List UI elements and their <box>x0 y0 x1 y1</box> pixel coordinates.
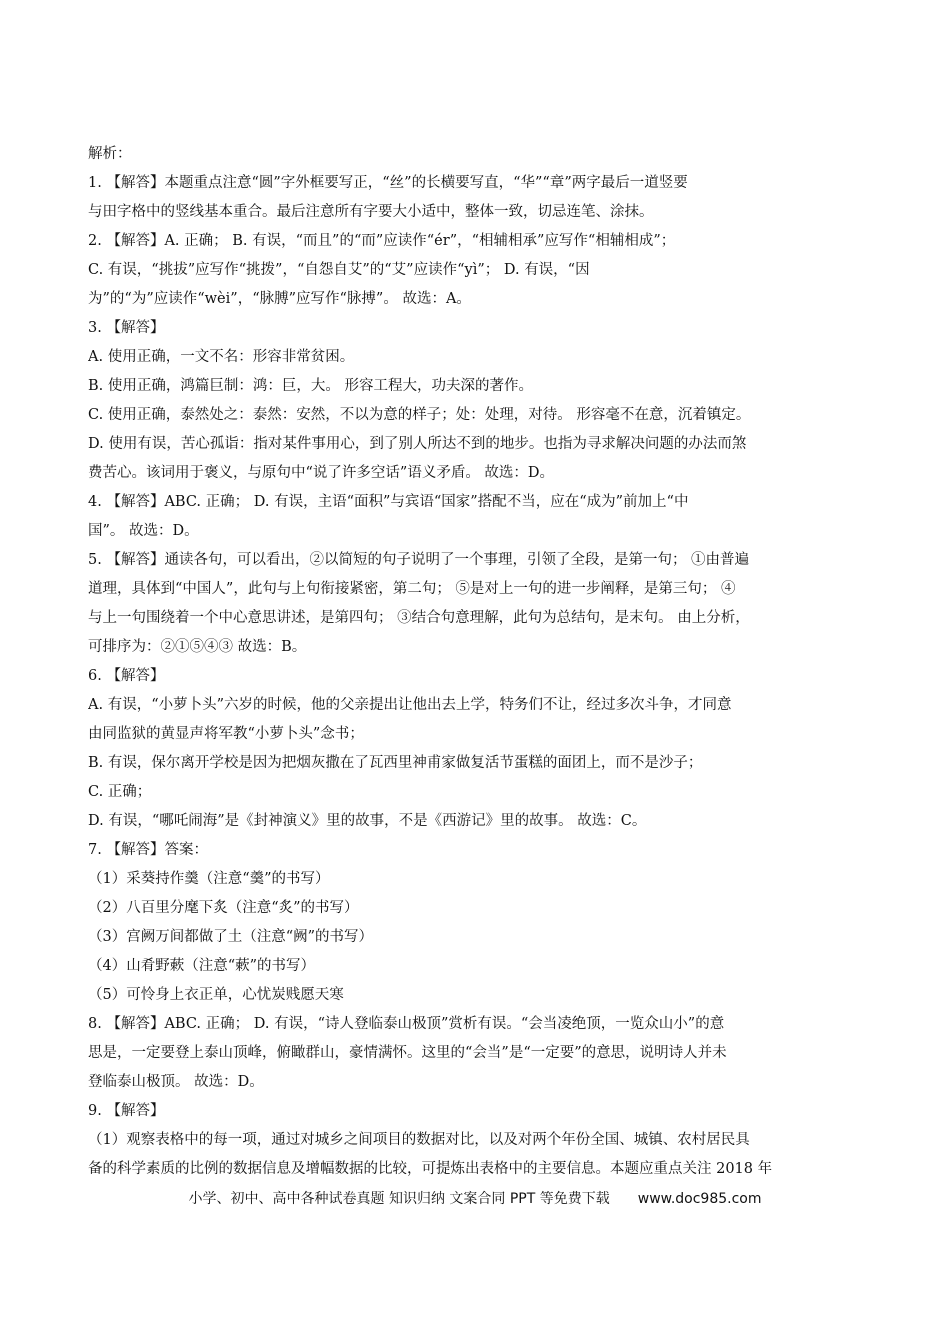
text-line: 道理，具体到“中国人”，此句与上句衔接紧密，第二句； ⑤是对上一句的进一步阐释，是第三句； ④ <box>88 581 736 597</box>
text-line: 由同监狱的黄显声将军教“小萝卜头”念书； <box>88 726 364 742</box>
text-line: 与田字格中的竖线基本重合。最后注意所有字要大小适中，整体一致，切忌连笔、涂抹。 <box>88 204 654 220</box>
text-line: 国”。 故选：D。 <box>88 523 199 539</box>
text-line: B. 使用正确，鸿篇巨制：鸿：巨，大。 形容工程大，功夫深的著作。 <box>88 378 533 394</box>
text-line: 9. 【解答】 <box>88 1103 165 1119</box>
text-line: （2）八百里分麾下炙（注意“炙”的书写） <box>88 900 359 916</box>
text-line: （3）宫阙万间都做了土（注意“阙”的书写） <box>88 929 374 945</box>
text-line: C. 正确； <box>88 784 152 800</box>
text-line: 5. 【解答】通读各句，可以看出，②以简短的句子说明了一个事理，引领了全段，是第一句； ①由普遍 <box>88 552 750 568</box>
text-line: C. 有误，“挑拔”应写作“挑拨”，“自怨自艾”的“艾”应读作“yì”； D. 有误，“因 <box>88 262 590 278</box>
text-line: 费苦心。该词用于褒义，与原句中“说了许多空话”语义矛盾。 故选：D。 <box>88 465 555 481</box>
text-line: B. 有误，保尔离开学校是因为把烟灰撒在了瓦西里神甫家做复活节蛋糕的面团上，而不是沙子； <box>88 755 703 771</box>
text-line: （5）可怜身上衣正单，心忧炭贱愿天寒 <box>88 987 344 1003</box>
text-line: A. 使用正确，一文不名：形容非常贫困。 <box>88 349 355 365</box>
text-line: 6. 【解答】 <box>88 668 165 684</box>
text-line: A. 有误，“小萝卜头”六岁的时候，他的父亲提出让他出去上学，特务们不让，经过多次斗争，才同意 <box>88 697 732 713</box>
text-line: 4. 【解答】ABC. 正确； D. 有误，主语“面积”与宾语“国家”搭配不当，应在“成为”前加上“中 <box>88 494 689 510</box>
text-line: 2. 【解答】A. 正确； B. 有误，“而且”的“而”应读作“ér”，“相辅相承”应写作“相辅相成”； <box>88 233 676 249</box>
text-line: D. 使用有误，苦心孤诣：指对某件事用心，到了别人所达不到的地步。也指为寻求解决问题的办法而煞 <box>88 436 747 452</box>
text-line: 登临泰山极顶。 故选：D。 <box>88 1074 264 1090</box>
text-line: 8. 【解答】ABC. 正确； D. 有误，“诗人登临泰山极顶”赏析有误。“会当凌绝顶，一览众山小”的意 <box>88 1016 725 1032</box>
text-line: C. 使用正确，泰然处之：泰然：安然，不以为意的样子；处：处理，对待。 形容毫不在意，沉着镇定。 <box>88 407 751 423</box>
footer-promo-text: 小学、初中、高中各种试卷真题 知识归纳 文案合同 PPT 等免费下载 <box>188 1191 610 1207</box>
text-line: （1）观察表格中的每一项，通过对城乡之间项目的数据对比，以及对两个年份全国、城镇、农村居民具 <box>88 1132 750 1148</box>
text-line: 思是，一定要登上泰山顶峰，俯瞰群山，豪情满怀。这里的“会当”是“一定要”的意思，说明诗人并未 <box>88 1045 727 1061</box>
text-line: D. 有误，“哪吒闹海”是《封神演义》里的故事，不是《西游记》里的故事。 故选：C。 <box>88 813 647 829</box>
answer-analysis-body <box>88 140 868 1184</box>
text-line: （4）山肴野蔌（注意“蔌”的书写） <box>88 958 316 974</box>
footer-url[interactable]: www.doc985.com <box>637 1191 762 1207</box>
text-line: 为”的“为”应读作“wèi”，“脉膊”应写作“脉搏”。 故选：A。 <box>88 291 471 307</box>
text-line: 与上一句围绕着一个中心意思讲述，是第四句； ③结合句意理解，此句为总结句，是末句。 由上分析， <box>88 610 750 626</box>
page-footer <box>0 1188 950 1208</box>
text-line: （1）采葵持作羹（注意“羹”的书写） <box>88 871 330 887</box>
text-line: 7. 【解答】答案： <box>88 842 208 858</box>
text-line: 3. 【解答】 <box>88 320 165 336</box>
section-heading: 解析： <box>88 146 132 162</box>
text-line: 1. 【解答】本题重点注意“圆”字外框要写正，“丝”的长横要写直，“华”“章”两字最后一道竖要 <box>88 175 688 191</box>
text-line: 备的科学素质的比例的数据信息及增幅数据的比较，可提炼出表格中的主要信息。本题应重点关注 2018 年 <box>88 1161 773 1177</box>
text-line: 可排序为：②①⑤④③ 故选：B。 <box>88 639 307 655</box>
